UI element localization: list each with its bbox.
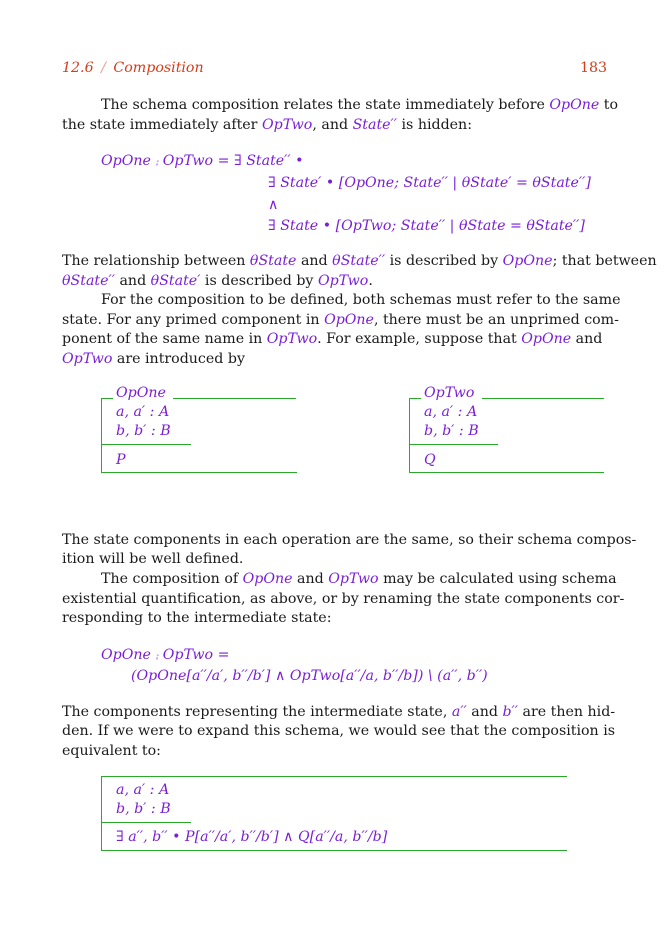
section-title: Composition (113, 60, 204, 76)
paragraph-3-line-2: state. For any primed component in OpOne, there must be an unprimed com- (62, 312, 619, 328)
equation-1-line-4: ∃ State • [OpTwo; State′′ | θState = θState′′] (268, 218, 585, 234)
paragraph-5-line-3: responding to the intermediate state: (62, 610, 332, 626)
schema-expanded-predicate: ∃ a′′, b′′ • P[a′′/a′, b′′/b′] ∧ Q[a′′/a, b′′/b] (116, 829, 388, 845)
equation-2-line-1: OpOne ⨾ OpTwo = (101, 647, 230, 663)
paragraph-2-line-1: The relationship between θState and θState′′ is described by OpOne; that between (62, 253, 657, 269)
schema-optwo-name: OpTwo (424, 385, 475, 401)
schema-optwo-decl-1: a, a′ : A (424, 404, 478, 420)
paragraph-5-line-2: existential quantification, as above, or by renaming the state components cor- (62, 591, 625, 607)
paragraph-4-line-1: The state components in each operation are the same, so their schema compos- (62, 532, 637, 548)
schema-opone-decl-1: a, a′ : A (116, 404, 170, 420)
paragraph-1-line-1: The schema composition relates the state immediately before OpOne to (101, 97, 619, 113)
paragraph-4-line-2: ition will be well defined. (62, 551, 244, 567)
schema-opone-predicate: P (116, 452, 126, 468)
paragraph-2-line-2: θState′′ and θState′ is described by OpTwo. (62, 273, 373, 289)
equation-2-line-2: (OpOne[a′′/a′, b′′/b′] ∧ OpTwo[a′′/a, b′′/b]) \ (a′′, b′′) (131, 668, 488, 684)
equation-1-line-3: ∧ (268, 197, 279, 213)
header-separator: / (101, 60, 106, 76)
schema-expanded-decl-1: a, a′ : A (116, 782, 170, 798)
section-number: 12.6 (62, 60, 94, 76)
page-number: 183 (580, 60, 608, 76)
running-header (62, 60, 204, 76)
paragraph-5-line-1: The composition of OpOne and OpTwo may be calculated using schema (101, 571, 617, 587)
schema-optwo-decl-2: b, b′ : B (424, 423, 479, 439)
paragraph-6-line-1: The components representing the intermediate state, a′′ and b′′ are then hid- (62, 704, 616, 720)
paragraph-3-line-1: For the composition to be defined, both schemas must refer to the same (101, 292, 621, 308)
schema-opone-decl-2: b, b′ : B (116, 423, 171, 439)
paragraph-3-line-4: OpTwo are introduced by (62, 351, 245, 367)
paragraph-3-line-3: ponent of the same name in OpTwo. For example, suppose that OpOne and (62, 331, 603, 347)
paragraph-1-line-2: the state immediately after OpTwo, and State′′ is hidden: (62, 117, 472, 133)
equation-1-line-1: OpOne ⨾ OpTwo = ∃ State′′ • (101, 153, 304, 169)
paragraph-6-line-3: equivalent to: (62, 743, 161, 759)
equation-1-line-2: ∃ State′ • [OpOne; State′′ | θState′ = θState′′] (268, 175, 591, 191)
schema-optwo-predicate: Q (424, 452, 436, 468)
schema-expanded-decl-2: b, b′ : B (116, 801, 171, 817)
paragraph-6-line-2: den. If we were to expand this schema, we would see that the composition is (62, 723, 616, 739)
schema-opone-name: OpOne (116, 385, 166, 401)
